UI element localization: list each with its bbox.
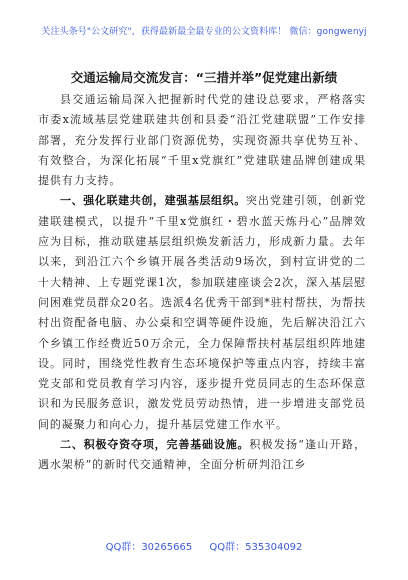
section-paragraph-1 (38, 191, 366, 435)
footer-qq-groups (0, 538, 408, 553)
section-heading-2: 二、积极夺资夺项，完善基础设施。 (60, 438, 250, 452)
qq-group-1: QQ群：30265665 (105, 542, 193, 553)
qq-group-2: QQ群：535304092 (209, 542, 303, 553)
section-body-2: 积极发扬“逢山开路，遇水架桥”的新时代交通精神，全面分析研判沿江乡 (38, 438, 366, 472)
section-heading-1: 一、强化联建共创，建强基层组织。 (60, 194, 246, 208)
intro-paragraph: 县交通运输局深入把握新时代党的建设总要求，严格落实市委x流域基层党建联建共创和县委“沿江党建联盟”工作安排部署，充分发挥行业部门资源优势，实现资源共享优势互补、有效整合，为深化拓展“千里x党旗红”党建联建品牌创建成果提供有力支持。 (38, 93, 366, 188)
section-body-1: 突出党建引领，创新党建联建模式，以提升“千里x党旗红・碧水蓝天炼丹心”品牌效应为目标，推动联建基层组织焕发新活力，形成新力量。去年以来，到沿江六个乡镇开展各类活动9场次，到村宣讲党的二十大精神、上专题党课1次，参加联建座谈会2次，深入基层慰问困难党员群众20名。选派4名优秀干部到*驻村帮扶，为帮扶村出资配备电脑、办公桌和空调等硬件设施，先后解决沿江六个乡镇工作经费近50万余元，全力保障帮扶村基层组织阵地建设。同时，围绕党性教育生态环境保护等重点内容，持续丰富党支部和党员教育学习内容，逐步提升党员同志的生态环保意识和为民服务意识，激发党员劳动热情，进一步增进支部党员间的凝聚力和向心力，提升基层党建工作水平。 (38, 194, 367, 431)
document-title: 交通运输局交流发言：“三措并举”促党建出新绩 (70, 70, 338, 85)
section-paragraph-2 (38, 435, 366, 476)
header-promo-note: 关注头条号"公文研究"，获得最新最全最专业的公文资料库！ 微信：gongwenyj (41, 27, 367, 37)
document-body (38, 90, 366, 476)
